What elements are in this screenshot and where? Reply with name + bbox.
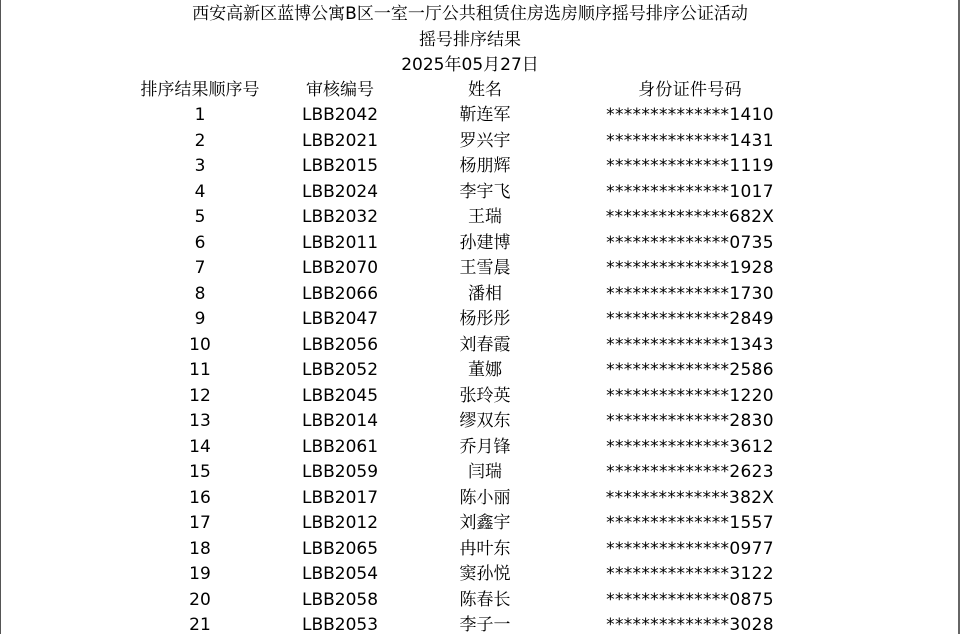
id-cell: **************2830 [606,411,774,431]
table-row [0,104,960,129]
id-cell: **************1730 [606,283,774,304]
table-row [0,181,960,206]
code-cell: LBB2021 [301,130,379,151]
id-cell: **************0977 [606,538,774,559]
rank-cell: 18 [189,538,211,559]
code-cell: LBB2014 [301,411,379,431]
name-cell: 李子一 [459,615,511,635]
rank-cell: 16 [189,487,211,508]
code-cell: LBB2070 [301,258,379,278]
rank-cell: 14 [189,436,211,457]
id-cell: **************1343 [606,334,774,355]
table-row [0,232,960,257]
code-cell: LBB2012 [301,513,379,533]
rank-cell: 11 [189,360,211,380]
table-row [0,283,960,308]
rank-cell: 8 [194,283,206,304]
id-cell: **************3028 [606,615,774,635]
code-cell: LBB2032 [301,207,379,227]
table-row [0,589,960,614]
name-cell: 张玲英 [459,385,511,406]
code-cell: LBB2017 [301,487,379,508]
code-cell: LBB2054 [301,564,379,584]
table-row [0,410,960,435]
document-title: 西安高新区蓝博公寓B区一室一厅公共租赁住房选房顺序摇号排序公证活动 [192,4,748,24]
table-row [0,563,960,588]
name-cell: 潘相 [468,283,502,304]
name-cell: 陈春长 [459,589,511,610]
rank-cell: 20 [189,589,211,610]
name-cell: 王瑞 [468,207,502,227]
name-cell: 杨朋辉 [459,156,511,176]
rank-cell: 9 [194,309,206,329]
table-row [0,257,960,282]
table-row [0,206,960,231]
rank-cell: 13 [189,411,211,431]
header-code: 审核编号 [306,80,374,100]
rank-cell: 1 [194,105,206,125]
id-cell: **************3612 [606,436,774,457]
id-cell: **************0735 [606,232,774,253]
table-row [0,359,960,384]
table-row [0,512,960,537]
code-cell: LBB2052 [301,360,379,380]
name-cell: 罗兴宇 [459,130,511,151]
name-cell: 刘鑫宇 [459,513,511,533]
code-cell: LBB2066 [301,283,379,304]
name-cell: 王雪晨 [459,258,511,278]
table-row [0,130,960,155]
id-cell: **************1119 [606,156,774,176]
code-cell: LBB2065 [301,538,379,559]
header-rank: 排序结果顺序号 [140,80,260,100]
table-row [0,614,960,639]
id-cell: **************382X [605,487,775,508]
code-cell: LBB2024 [301,181,379,202]
table-row [0,155,960,180]
code-cell: LBB2058 [301,589,379,610]
id-cell: **************2623 [606,462,774,482]
rank-cell: 10 [189,334,211,355]
header-id: 身份证件号码 [638,80,742,100]
code-cell: LBB2011 [301,232,379,253]
rank-cell: 6 [194,232,206,253]
name-cell: 窦孙悦 [459,564,511,584]
name-cell: 闫瑞 [468,462,502,482]
id-cell: **************1557 [606,513,774,533]
code-cell: LBB2056 [301,334,379,355]
header-name: 姓名 [468,80,502,100]
id-cell: **************682X [605,207,775,227]
table-row [0,538,960,563]
code-cell: LBB2061 [301,436,379,457]
id-cell: **************1017 [606,181,774,202]
name-cell: 孙建博 [459,232,511,253]
rank-cell: 7 [194,258,206,278]
name-cell: 乔月锋 [459,436,511,457]
code-cell: LBB2042 [301,105,379,125]
code-cell: LBB2015 [301,156,379,176]
id-cell: **************1431 [606,130,774,151]
name-cell: 李宇飞 [459,181,511,202]
name-cell: 陈小丽 [459,487,511,508]
document-date: 2025年05月27日 [401,55,539,75]
id-cell: **************1410 [606,105,774,125]
code-cell: LBB2045 [301,385,379,406]
id-cell: **************2586 [606,360,774,380]
name-cell: 靳连军 [459,105,511,125]
rank-cell: 21 [189,615,211,635]
document-subtitle: 摇号排序结果 [419,30,521,50]
name-cell: 刘春霞 [459,334,511,355]
table-row [0,385,960,410]
rank-cell: 15 [189,462,211,482]
table-row [0,461,960,486]
id-cell: **************2849 [606,309,774,329]
rank-cell: 2 [194,130,206,151]
name-cell: 董娜 [468,360,502,380]
code-cell: LBB2047 [301,309,379,329]
id-cell: **************3122 [606,564,774,584]
rank-cell: 5 [194,207,206,227]
rank-cell: 19 [189,564,211,584]
rank-cell: 4 [194,181,206,202]
id-cell: **************1928 [606,258,774,278]
code-cell: LBB2053 [301,615,379,635]
rank-cell: 17 [189,513,211,533]
code-cell: LBB2059 [301,462,379,482]
name-cell: 杨彤彤 [459,309,511,329]
id-cell: **************0875 [606,589,774,610]
table-row [0,487,960,512]
name-cell: 冉叶东 [459,538,511,559]
id-cell: **************1220 [606,385,774,406]
rank-cell: 12 [189,385,211,406]
name-cell: 缪双东 [459,411,511,431]
rank-cell: 3 [194,156,206,176]
table-row [0,436,960,461]
table-row [0,308,960,333]
table-row [0,334,960,359]
